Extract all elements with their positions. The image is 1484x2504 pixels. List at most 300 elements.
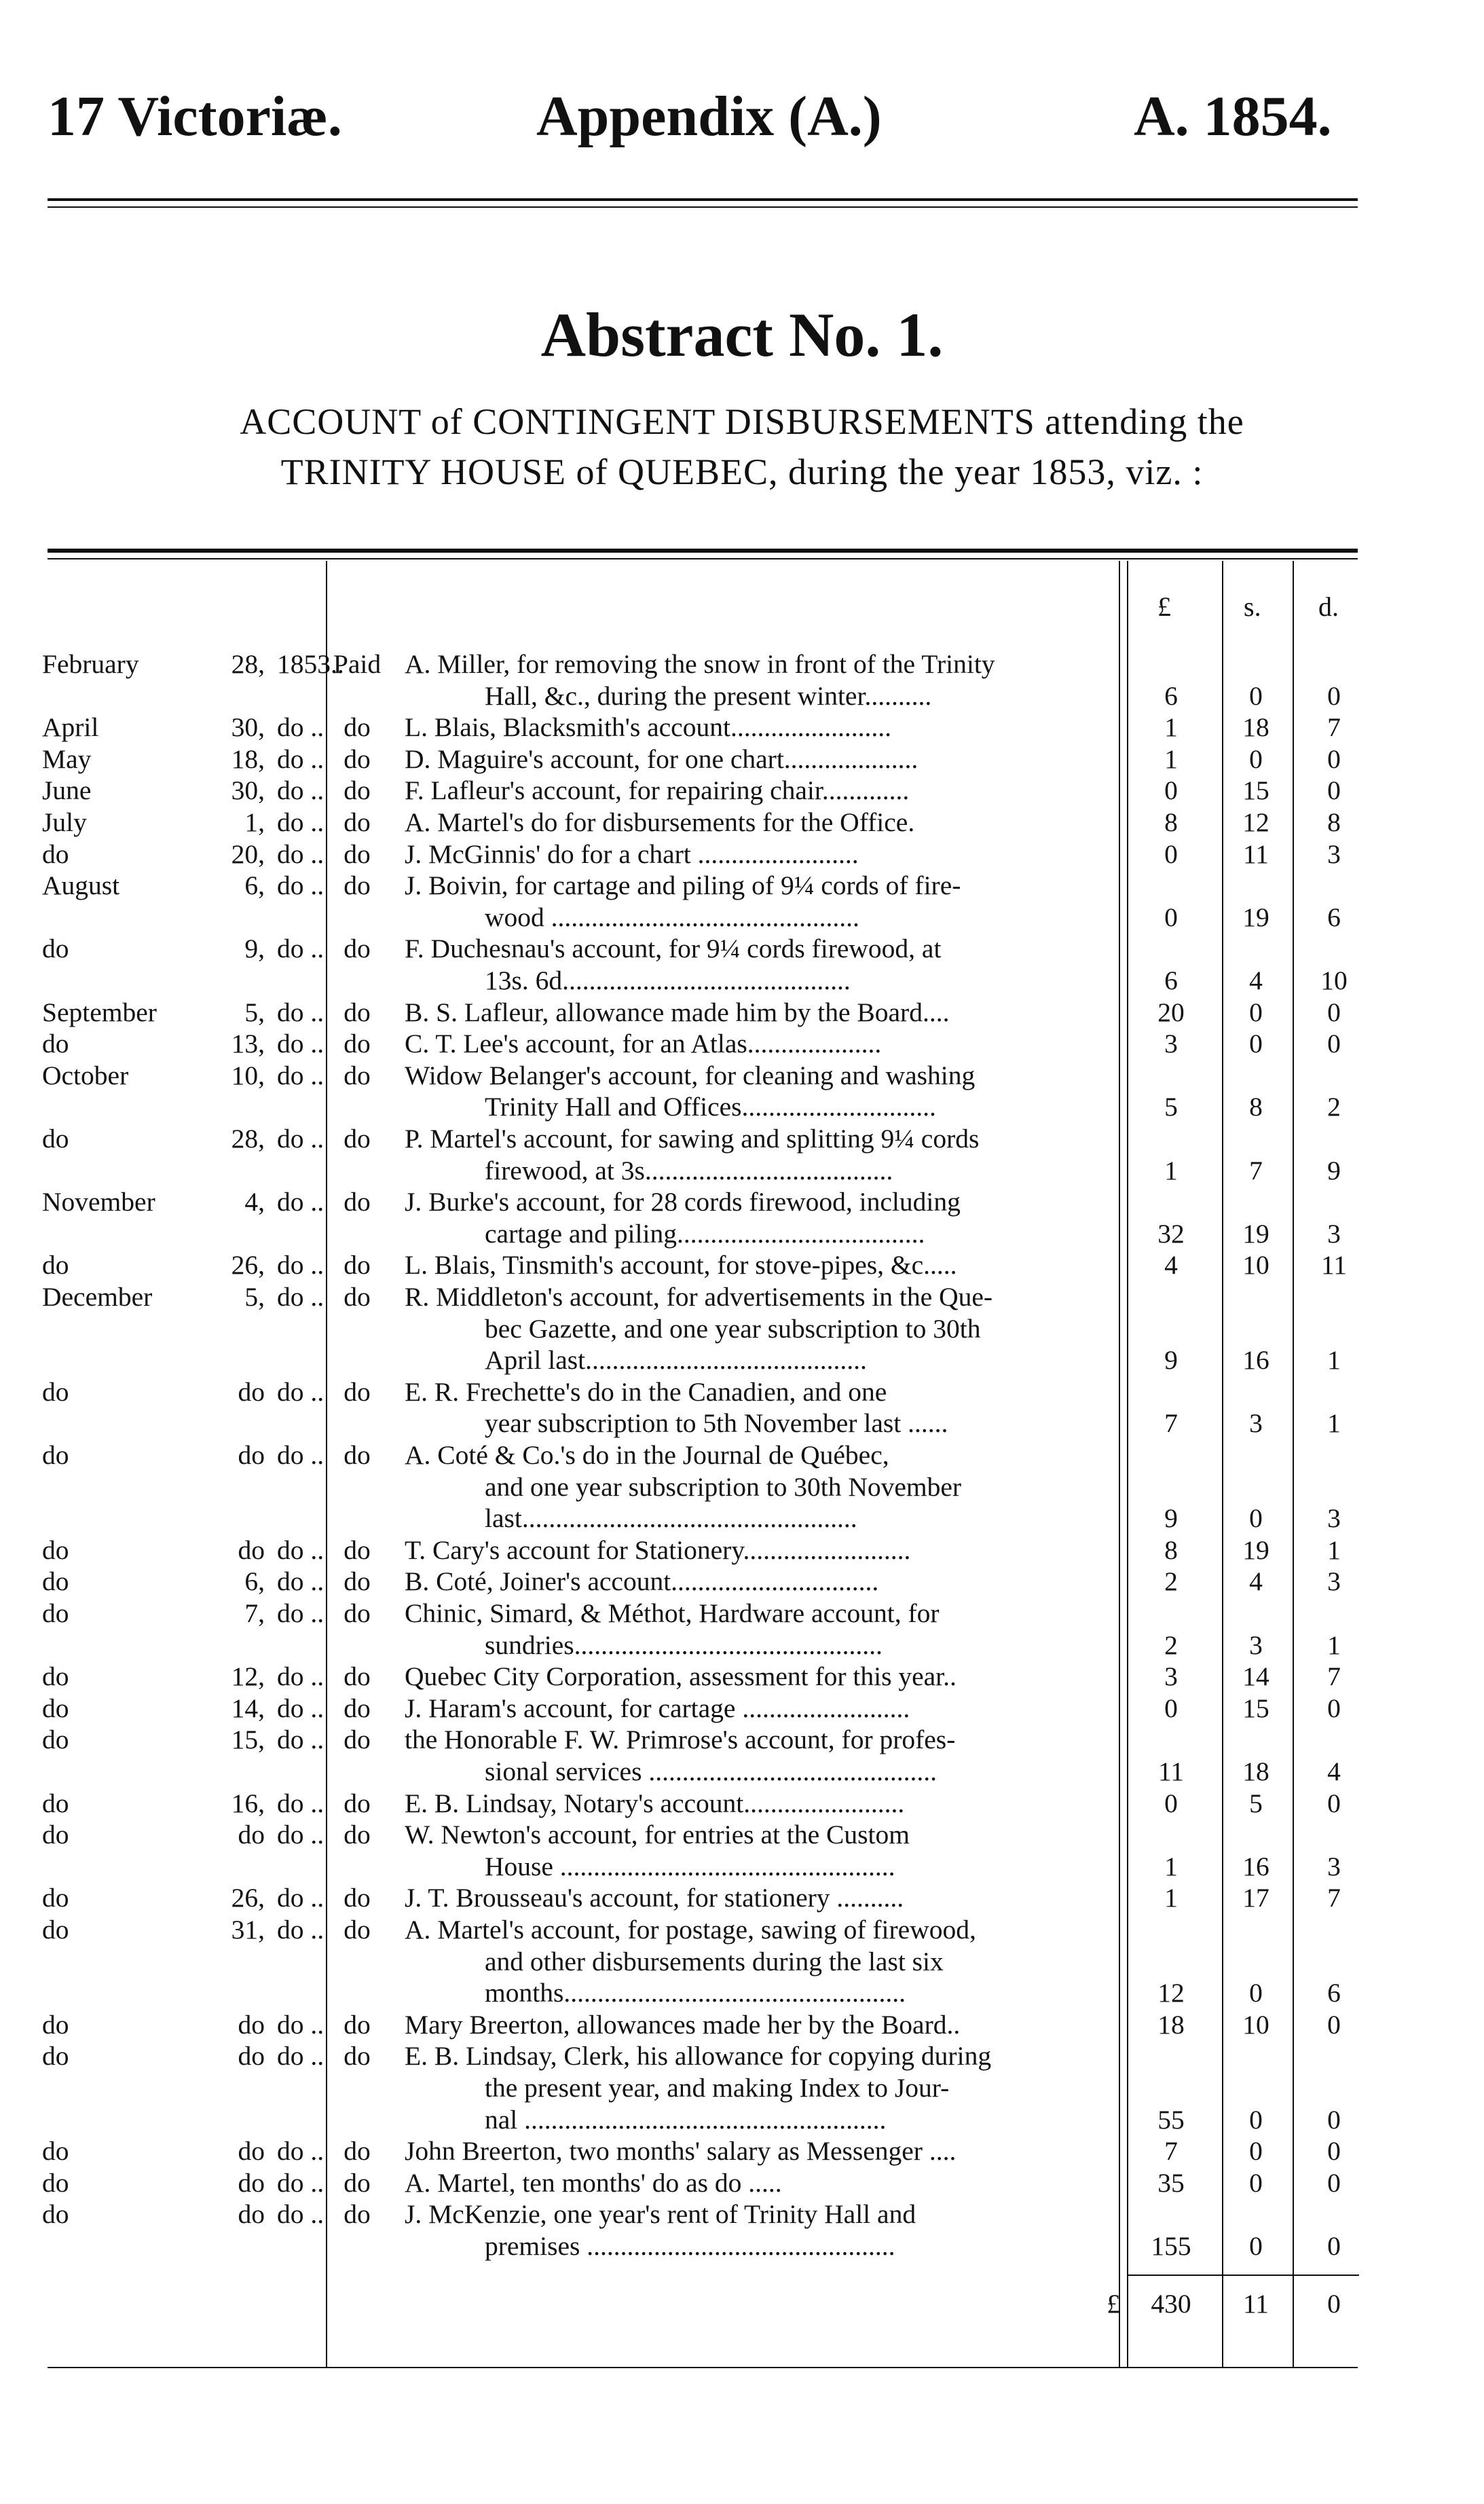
date-day: 12, [231,1661,265,1692]
total-pounds: 430 [1151,2289,1191,2319]
table-row [0,1851,1484,1882]
date-year: do .. [277,712,324,743]
paid-marker: do [344,839,371,869]
amount-pounds: 7 [1164,2136,1178,2167]
date-day: do [238,2009,265,2040]
date-month: June [42,775,92,806]
amount-shillings: 12 [1242,807,1269,837]
amount-pounds: 2 [1164,1630,1178,1660]
date-month: do [42,1915,69,1945]
date-month: do [42,1598,69,1628]
amount-pence: 0 [1327,743,1341,774]
amount-pounds: 8 [1164,807,1178,837]
date-year: do .. [277,1883,324,1913]
date-year: do .. [277,1282,324,1312]
amount-pence: 0 [1327,775,1341,806]
amount-pence: 7 [1327,712,1341,743]
amount-shillings: 7 [1249,1155,1263,1185]
table-row [0,743,1484,775]
amount-shillings: 16 [1242,1345,1269,1376]
description: Chinic, Simard, & Méthot, Hardware account, for [405,1598,940,1628]
amount-shillings: 18 [1242,712,1269,743]
table-row [0,1091,1484,1122]
date-year: do .. [277,1820,324,1850]
paid-marker: do [344,1915,371,1945]
date-day: 16, [231,1788,265,1818]
table-rule-top [48,549,1358,553]
table-row [0,1249,1484,1281]
table-rule-top-thin [48,558,1358,559]
pounds-column-header: £ [1157,591,1171,622]
paid-marker: do [344,743,371,774]
date-day: 13, [231,1029,265,1059]
table-row [0,1977,1484,2008]
date-month: do [42,2009,69,2040]
table-row [0,1313,1484,1344]
amount-pence: 1 [1327,1345,1341,1376]
date-day: do [238,1534,265,1565]
amount-pounds: 7 [1164,1408,1178,1439]
date-year: do .. [277,1376,324,1407]
amount-shillings: 0 [1249,1029,1263,1059]
amount-pence: 3 [1327,1566,1341,1597]
amount-pounds: 18 [1157,2009,1185,2040]
date-year: do .. [277,1060,324,1090]
paid-marker: do [344,1598,371,1628]
amount-pounds: 20 [1157,997,1185,1027]
table-row [0,1534,1484,1566]
paid-marker: do [344,1661,371,1692]
table-row [0,648,1484,680]
table-row [0,1503,1484,1534]
paid-marker: do [344,1788,371,1818]
description: April last.......................................... [485,1345,867,1376]
table-row [0,965,1484,996]
paid-marker: do [344,2041,371,2072]
description: Widow Belanger's account, for cleaning and washing [405,1060,976,1090]
subtitle-line-1: ACCOUNT of CONTINGENT DISBURSEMENTS attending the [240,401,1244,442]
table-row [0,1060,1484,1091]
paid-marker: do [344,870,371,901]
description: and one year subscription to 30th November [485,1471,962,1502]
date-day: 6, [244,870,265,901]
amount-pounds: 2 [1164,1566,1178,1597]
amount-pounds: 1 [1164,1851,1178,1881]
amount-pounds: 6 [1164,680,1178,711]
description: J. McKenzie, one year's rent of Trinity Hall and [405,2199,916,2230]
subtitle-line-2: TRINITY HOUSE of QUEBEC, during the year 1853, viz. : [280,452,1204,492]
date-day: 10, [231,1060,265,1090]
table-row [0,2167,1484,2198]
date-year: do .. [277,870,324,901]
description: the present year, and making Index to Jour- [485,2073,950,2103]
paid-marker: do [344,1820,371,1850]
date-year: do .. [277,839,324,869]
date-day: 1, [244,807,265,837]
date-month: do [42,1534,69,1565]
amount-pence: 0 [1327,2136,1341,2167]
table-row [0,807,1484,838]
paid-marker: do [344,934,371,964]
amount-pence: 0 [1327,1029,1341,1059]
description: A. Martel, ten months' do as do ..... [405,2167,782,2198]
amount-shillings: 0 [1249,2231,1263,2261]
amount-pence: 10 [1320,965,1348,995]
amount-pounds: 8 [1164,1534,1178,1565]
description: Quebec City Corporation, assessment for this year.. [405,1661,957,1692]
paid-marker: do [344,1124,371,1154]
paid-marker: do [344,1029,371,1059]
table-row [0,1028,1484,1059]
date-day: 6, [244,1566,265,1597]
amount-pounds: 0 [1164,1693,1178,1723]
table-row [0,839,1484,870]
paid-marker: do [344,1282,371,1312]
amount-pence: 3 [1327,1218,1341,1249]
amount-shillings: 8 [1249,1092,1263,1122]
date-day: do [238,2167,265,2198]
date-month: do [42,1440,69,1470]
date-month: do [42,839,69,869]
table-row [0,1407,1484,1439]
date-day: 30, [231,775,265,806]
description: sional services ........................................... [485,1756,937,1786]
date-year: do .. [277,807,324,837]
description: year subscription to 5th November last ...... [485,1408,948,1439]
amount-shillings: 4 [1249,1566,1263,1597]
amount-pence: 1 [1327,1408,1341,1439]
amount-pounds: 4 [1164,1250,1178,1281]
amount-pence: 1 [1327,1630,1341,1660]
description: E. B. Lindsay, Notary's account........................ [405,1788,905,1818]
amount-shillings: 10 [1242,1250,1269,1281]
paid-marker: do [344,807,371,837]
date-month: February [42,649,139,679]
total-currency-symbol: £ [1107,2289,1120,2319]
description: cartage and piling..................................... [485,1218,925,1249]
date-month: do [42,1725,69,1755]
date-year: do .. [277,1566,324,1597]
amount-pence: 2 [1327,1092,1341,1122]
amount-pence: 3 [1327,1503,1341,1534]
table-row [0,712,1484,743]
amount-pounds: 1 [1164,1155,1178,1185]
description: and other disbursements during the last six [485,1946,944,1976]
description: Trinity Hall and Offices............................. [485,1092,936,1122]
description: sundries.............................................. [485,1630,883,1660]
table-row [0,2040,1484,2072]
table-row [0,1281,1484,1312]
amount-shillings: 0 [1249,2136,1263,2167]
table-row [0,1123,1484,1154]
amount-shillings: 19 [1242,1218,1269,1249]
date-year: do .. [277,2167,324,2198]
date-month: do [42,1250,69,1281]
amount-pounds: 32 [1157,1218,1185,1249]
amount-shillings: 0 [1249,1503,1263,1534]
table-row [0,1376,1484,1407]
description: wood .............................................. [485,902,859,932]
date-month: do [42,1788,69,1818]
date-year: do .. [277,1534,324,1565]
amount-pounds: 35 [1157,2167,1185,2198]
date-month: April [42,712,99,743]
description: J. Burke's account, for 28 cords firewood, including [405,1187,961,1217]
header-appendix: Appendix (A.) [536,85,882,148]
description: L. Blais, Blacksmith's account........................ [405,712,891,743]
date-day: 26, [231,1883,265,1913]
amount-pounds: 12 [1157,1978,1185,2008]
table-row [0,1693,1484,1724]
paid-marker: do [344,2009,371,2040]
amount-shillings: 0 [1249,1978,1263,2008]
amount-pence: 9 [1327,1155,1341,1185]
amount-pounds: 5 [1164,1092,1178,1122]
description: A. Martel's do for disbursements for the Office. [405,807,915,837]
date-year: do .. [277,1661,324,1692]
table-row [0,1186,1484,1217]
table-rule-bottom [48,2367,1358,2368]
table-row [0,1344,1484,1376]
amount-shillings: 15 [1242,775,1269,806]
date-day: 5, [244,997,265,1027]
table-row [0,680,1484,712]
amount-shillings: 3 [1249,1408,1263,1439]
paid-marker: do [344,1250,371,1281]
date-day: do [238,2041,265,2072]
table-row [0,1661,1484,1692]
amount-pounds: 0 [1164,775,1178,806]
amount-pence: 3 [1327,1851,1341,1881]
amount-pounds: 0 [1164,839,1178,869]
table-row [0,1471,1484,1503]
amount-pence: 6 [1327,1978,1341,2008]
date-year: do .. [277,2199,324,2230]
amount-shillings: 18 [1242,1756,1269,1786]
date-day: 9, [244,934,265,964]
abstract-title: Abstract No. 1. [540,300,944,369]
amount-pence: 0 [1327,2167,1341,2198]
table-row [0,2009,1484,2040]
table-row [0,1756,1484,1787]
date-month: September [42,997,157,1027]
description: A. Martel's account, for postage, sawing of firewood, [405,1915,976,1945]
date-month: November [42,1187,155,1217]
description: T. Cary's account for Stationery......................... [405,1534,911,1565]
table-row [0,1566,1484,1597]
shillings-column-header: s. [1244,591,1261,622]
table-row [0,1155,1484,1186]
amount-shillings: 5 [1249,1788,1263,1818]
description: John Breerton, two months' salary as Messenger .... [405,2136,957,2167]
date-day: 7, [244,1598,265,1628]
paid-marker: do [344,2167,371,2198]
description: last.................................................. [485,1503,857,1534]
total-rule [1128,2275,1359,2276]
table-row [0,775,1484,806]
description: B. S. Lafleur, allowance made him by the Board.... [405,997,950,1027]
date-day: 26, [231,1250,265,1281]
description: L. Blais, Tinsmith's account, for stove-pipes, &c..... [405,1250,957,1281]
total-pence: 0 [1327,2289,1341,2319]
date-month: do [42,1029,69,1059]
paid-marker: do [344,1440,371,1470]
amount-pence: 6 [1327,902,1341,932]
description: 13s. 6d........................................... [485,965,851,995]
table-row [0,1788,1484,1819]
paid-marker: do [344,1566,371,1597]
description: premises .............................................. [485,2231,895,2261]
amount-pence: 8 [1327,807,1341,837]
date-year: do .. [277,1693,324,1723]
table-row [0,2135,1484,2167]
date-month: do [42,2041,69,2072]
amount-shillings: 17 [1242,1883,1269,1913]
description: months................................................... [485,1978,906,2008]
table-row [0,2072,1484,2103]
description: the Honorable F. W. Primrose's account, for profes- [405,1725,956,1755]
table-row [0,1914,1484,1945]
date-month: do [42,1376,69,1407]
date-year: do .. [277,1725,324,1755]
table-row [0,2104,1484,2135]
date-month: do [42,1883,69,1913]
description: A. Coté & Co.'s do in the Journal de Québec, [405,1440,889,1470]
amount-shillings: 19 [1242,902,1269,932]
date-year: do .. [277,2041,324,2072]
amount-pence: 11 [1320,1250,1348,1281]
date-day: 18, [231,743,265,774]
description: nal ...................................................... [485,2104,887,2135]
date-month: do [42,1820,69,1850]
amount-pounds: 55 [1157,2104,1185,2135]
paid-marker: do [344,1725,371,1755]
amount-shillings: 0 [1249,743,1263,774]
description: B. Coté, Joiner's account............................... [405,1566,879,1597]
amount-pence: 0 [1327,2009,1341,2040]
paid-marker: do [344,2136,371,2167]
pence-column-header: d. [1318,591,1339,622]
amount-pence: 7 [1327,1661,1341,1692]
table-row [0,1819,1484,1850]
paid-marker: do [344,1376,371,1407]
date-month: do [42,2167,69,2198]
description: P. Martel's account, for sawing and splitting 9¼ cords [405,1124,980,1154]
header-session: 17 Victoriæ. [48,85,342,148]
paid-marker: Paid [333,649,382,679]
description: Mary Breerton, allowances made her by the Board.. [405,2009,961,2040]
description: F. Lafleur's account, for repairing chair............. [405,775,910,806]
paid-marker: do [344,775,371,806]
date-year: 1853.. [277,649,344,679]
date-month: do [42,1661,69,1692]
description: Hall, &c., during the present winter.......... [485,680,932,711]
date-year: do .. [277,1187,324,1217]
date-day: 30, [231,712,265,743]
amount-pounds: 1 [1164,1883,1178,1913]
amount-shillings: 0 [1249,2104,1263,2135]
amount-pence: 0 [1327,997,1341,1027]
table-row [0,1598,1484,1629]
date-day: do [238,2199,265,2230]
description: J. Boivin, for cartage and piling of 9¼ cords of fire- [405,870,961,901]
date-year: do .. [277,2136,324,2167]
amount-pence: 0 [1327,2104,1341,2135]
amount-pounds: 3 [1164,1661,1178,1692]
paid-marker: do [344,1534,371,1565]
amount-shillings: 4 [1249,965,1263,995]
table-row [0,2230,1484,2262]
description: E. B. Lindsay, Clerk, his allowance for copying during [405,2041,992,2072]
paid-marker: do [344,997,371,1027]
header-rule-bottom [48,206,1358,208]
amount-pence: 1 [1327,1534,1341,1565]
date-year: do .. [277,1788,324,1818]
amount-pence: 3 [1327,839,1341,869]
amount-pence: 0 [1327,2231,1341,2261]
table-row [0,1218,1484,1249]
date-year: do .. [277,1440,324,1470]
total-row [0,2288,1484,2319]
amount-shillings: 14 [1242,1661,1269,1692]
date-month: do [42,2199,69,2230]
amount-shillings: 11 [1242,839,1269,869]
description: J. Haram's account, for cartage ......................... [405,1693,910,1723]
date-year: do .. [277,1029,324,1059]
amount-pounds: 9 [1164,1345,1178,1376]
header-rule-top [48,198,1358,201]
paid-marker: do [344,1060,371,1090]
table-row [0,1946,1484,1977]
amount-pounds: 0 [1164,902,1178,932]
date-year: do .. [277,775,324,806]
date-year: do .. [277,743,324,774]
amount-pounds: 3 [1164,1029,1178,1059]
description: C. T. Lee's account, for an Atlas.................... [405,1029,882,1059]
header-year: A. 1854. [1134,85,1332,148]
date-day: 28, [231,649,265,679]
date-month: do [42,2136,69,2167]
description: E. R. Frechette's do in the Canadien, and one [405,1376,887,1407]
date-month: December [42,1282,153,1312]
amount-pounds: 0 [1164,1788,1178,1818]
date-month: do [42,934,69,964]
paid-marker: do [344,1187,371,1217]
amount-pounds: 155 [1151,2231,1191,2261]
amount-shillings: 10 [1242,2009,1269,2040]
description: A. Miller, for removing the snow in front of the Trinity [405,649,995,679]
date-day: do [238,1820,265,1850]
amount-pounds: 6 [1164,965,1178,995]
date-year: do .. [277,1250,324,1281]
paid-marker: do [344,1883,371,1913]
description: D. Maguire's account, for one chart.................... [405,743,919,774]
table-row [0,2198,1484,2230]
date-year: do .. [277,1915,324,1945]
paid-marker: do [344,1693,371,1723]
amount-pence: 0 [1327,1693,1341,1723]
amount-pounds: 9 [1164,1503,1178,1534]
amount-shillings: 0 [1249,680,1263,711]
description: J. McGinnis' do for a chart ........................ [405,839,859,869]
date-day: 15, [231,1725,265,1755]
table-row [0,1724,1484,1755]
date-month: do [42,1693,69,1723]
amount-pounds: 1 [1164,743,1178,774]
amount-pounds: 1 [1164,712,1178,743]
date-day: do [238,1376,265,1407]
table-row [0,997,1484,1028]
